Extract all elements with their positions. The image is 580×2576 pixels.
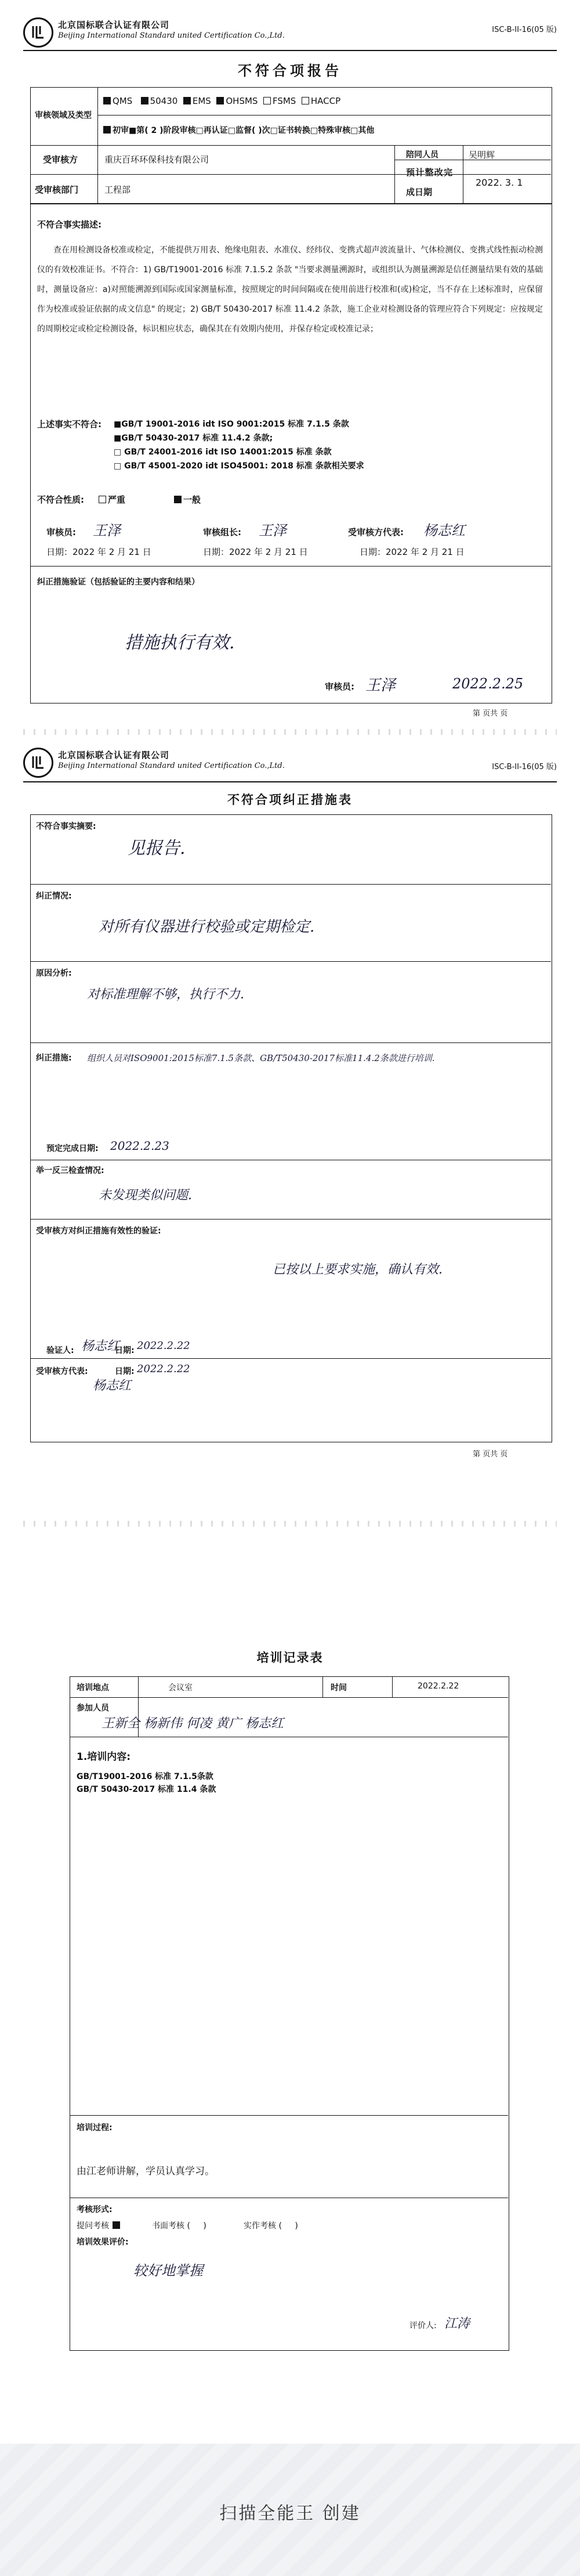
action-label: 纠正措施: (36, 1054, 72, 1063)
assess-opt-oral[interactable]: 提问考核 (77, 2220, 122, 2231)
system-options (103, 96, 340, 106)
system-opt-haccp[interactable]: HACCP (302, 96, 340, 106)
place-value: 会议室 (168, 1683, 193, 1693)
desc-text: 查在用检测设备校准或检定，不能提供万用表、绝缘电阻表、水准仪、经纬仪、变携式超声波流量计、气体检测仪、变携式线性振动检测仪的有效校准证书。不符合：1) GB/T19001-2016 标准 7.1.5.2 条款 "当要求测量溯源时，或组织认为测量溯源是信任测量结果有效的基础时，测量设备应：a)对照能溯源到国际或国家测量标准，按照规定的时间间隔或在使用前进行校准和(或)检定，当不存在上述标准时，应保留作为校准或验证依据的成文信息" 的规定；2) GB/T 50430-2017 标准 11.4.2 条款，施工企业对检测设备的管理应符合下列规定：应按规定的周期校定或检定检测设备，标识相应状态，确保其在有效期内使用，并保存检定或校准记录； (37, 246, 543, 334)
planned-date: 2022.2.23 (110, 1139, 169, 1153)
basis-item: □ GB/T 45001-2020 idt ISO45001: 2018 标准 条款相关要求 (114, 461, 364, 471)
extend-check-handwriting: 未发现类似问题. (99, 1188, 192, 1203)
cause-label: 原因分析: (36, 969, 72, 978)
date-leader: 日期：2022 年 2 月 21 日 (203, 547, 308, 557)
scanner-brand-text: 扫描全能王 创建 (219, 2503, 361, 2524)
nc-report-page (0, 0, 580, 726)
form-code: ISC-B-II-16(05 版) (492, 763, 557, 771)
rater-label: 评价人: (409, 2321, 437, 2330)
fact-label: 不符合事实摘要: (36, 822, 96, 831)
effectiveness-handwriting: 已按以上要求实施，确认有效. (273, 1262, 443, 1277)
rep-signature: 杨志红 (423, 522, 465, 539)
org-logo-icon (23, 748, 53, 778)
audit-field-label: 审核领域及类型 (35, 111, 92, 120)
escort-value: 吴明辉 (469, 150, 495, 160)
due-date-value: 2022. 3. 1 (476, 177, 523, 188)
date-auditor: 日期：2022 年 2 月 21 日 (46, 547, 151, 557)
verify-handwriting: 措施执行有效. (125, 633, 235, 653)
process-label: 培训过程: (77, 2123, 113, 2133)
attendee-label: 参加人员 (77, 1704, 109, 1713)
auditor-signature: 王泽 (93, 522, 121, 539)
action-handwriting: 组织人员对ISO9001:2015标准7.1.5条款、GB/T50430-2017标准11.4.2条款进行培训. (87, 1053, 435, 1063)
reviewer-date: 2022.2.25 (452, 676, 524, 692)
form-code: ISC-B-II-16(05 版) (492, 26, 557, 34)
training-record-page (0, 1602, 580, 2426)
system-opt-50430[interactable]: 50430 (141, 96, 178, 106)
verify-label: 纠正措施验证（包括验证的主要内容和结果） (37, 578, 200, 587)
content-item: GB/T 50430-2017 标准 11.4 条款 (77, 1785, 216, 1794)
page-number: 第 页共 页 (473, 709, 508, 718)
content-label: 1.培训内容: (77, 1751, 131, 1763)
due-date-label: 预计整改完成日期 (406, 167, 452, 197)
org-name-en: Beijing International Standard united Certification Co.,Ltd. (58, 31, 285, 40)
time-label: 时间 (331, 1683, 347, 1693)
org-name-cn: 北京国标联合认证有限公司 (58, 20, 170, 30)
reviewer-label: 审核员: (325, 681, 354, 692)
rep-label: 受审核方代表: (36, 1367, 88, 1376)
rep-date-label: 日期: (115, 1367, 135, 1376)
assess-opt-practical[interactable]: 实作考核 ( ) (244, 2221, 298, 2231)
system-opt-ems[interactable]: EMS (183, 96, 211, 106)
time-value: 2022.2.22 (418, 1682, 459, 1691)
extend-check-label: 举一反三检查情况: (36, 1166, 104, 1175)
reviewer-signature: 王泽 (365, 677, 396, 694)
page-title: 培训记录表 (256, 1651, 324, 1665)
nature-opt-serious[interactable]: 严重 (99, 493, 125, 506)
verifier-date-label: 日期: (115, 1346, 135, 1355)
verifier-date: 2022.2.22 (137, 1340, 190, 1352)
effect-label: 培训效果评价: (77, 2238, 129, 2247)
rater-signature: 江涛 (444, 2317, 470, 2331)
verifier-signature: 杨志红 (81, 1339, 120, 1354)
corrective-action-page (0, 742, 580, 1520)
auditee-value: 重庆百环环保科技有限公司 (104, 154, 209, 165)
escort-label: 陪同人员 (406, 150, 438, 160)
place-label: 培训地点 (77, 1683, 109, 1693)
effect-handwriting: 较好地掌握 (133, 2263, 203, 2279)
rep-label: 受审核方代表: (348, 527, 404, 537)
org-name-cn: 北京国标联合认证有限公司 (58, 750, 170, 760)
cause-handwriting: 对标准理解不够，执行不力. (87, 987, 244, 1002)
basis-item: ■GB/T 19001-2016 idt ISO 9001:2015 标准 7.1.5 条款 (114, 420, 349, 429)
page-title: 不符合项报告 (238, 63, 342, 79)
correction-label: 纠正情况: (36, 892, 72, 901)
org-logo-icon (23, 17, 53, 48)
attendees-handwriting: 王新全 杨新伟 何凌 黄广 杨志红 (102, 1716, 284, 1731)
desc-label: 不符合事实描述: (37, 219, 102, 230)
system-opt-ohsms[interactable]: OHSMS (216, 96, 258, 106)
effectiveness-label: 受审核方对纠正措施有效性的验证: (36, 1226, 161, 1236)
basis-item: □ GB/T 24001-2016 idt ISO 14001:2015 标准 条款 (114, 448, 332, 457)
planned-date-label: 预定完成日期: (46, 1144, 99, 1153)
org-header (23, 17, 557, 46)
content-item: GB/T19001-2016 标准 7.1.5条款 (77, 1772, 213, 1781)
system-opt-qms[interactable]: QMS (103, 96, 132, 106)
page-title: 不符合项纠正措施表 (227, 793, 353, 807)
basis-label: 上述事实不符合: (37, 419, 102, 430)
correction-handwriting: 对所有仪器进行校验或定期检定. (99, 918, 315, 936)
date-rep: 日期：2022 年 2 月 21 日 (360, 547, 465, 557)
auditee-label: 受审核方 (43, 154, 78, 165)
org-header (23, 748, 557, 777)
rep-date: 2022.2.22 (137, 1363, 190, 1375)
dept-value: 工程部 (104, 185, 131, 195)
basis-item: ■GB/T 50430-2017 标准 11.4.2 条款; (114, 434, 273, 443)
assess-label: 考核形式: (77, 2205, 113, 2214)
org-name-en: Beijing International Standard united Certification Co.,Ltd. (58, 762, 285, 770)
verifier-label: 验证人: (46, 1346, 74, 1355)
leader-signature: 王泽 (259, 522, 287, 539)
nature-label: 不符合性质: (37, 495, 84, 505)
assess-opt-written[interactable]: 书面考核 ( ) (152, 2221, 206, 2231)
fact-handwriting: 见报告. (128, 838, 186, 858)
nature-opt-general[interactable]: 一般 (174, 493, 201, 506)
leader-label: 审核组长: (203, 527, 241, 537)
audit-stage-line: 初审■第( 2 )阶段审核□再认证□监督( )次□证书转换□特殊审核□其他 (103, 124, 374, 136)
rep-signature: 杨志红 (93, 1379, 132, 1393)
scanner-watermark-band (0, 2444, 580, 2576)
process-text: 由江老师讲解，学员认真学习。 (77, 2166, 215, 2177)
dept-label: 受审核部门 (35, 185, 79, 195)
system-opt-fsms[interactable]: FSMS (263, 96, 296, 106)
auditor-label: 审核员: (46, 527, 76, 537)
page-number: 第 页共 页 (473, 1450, 508, 1459)
